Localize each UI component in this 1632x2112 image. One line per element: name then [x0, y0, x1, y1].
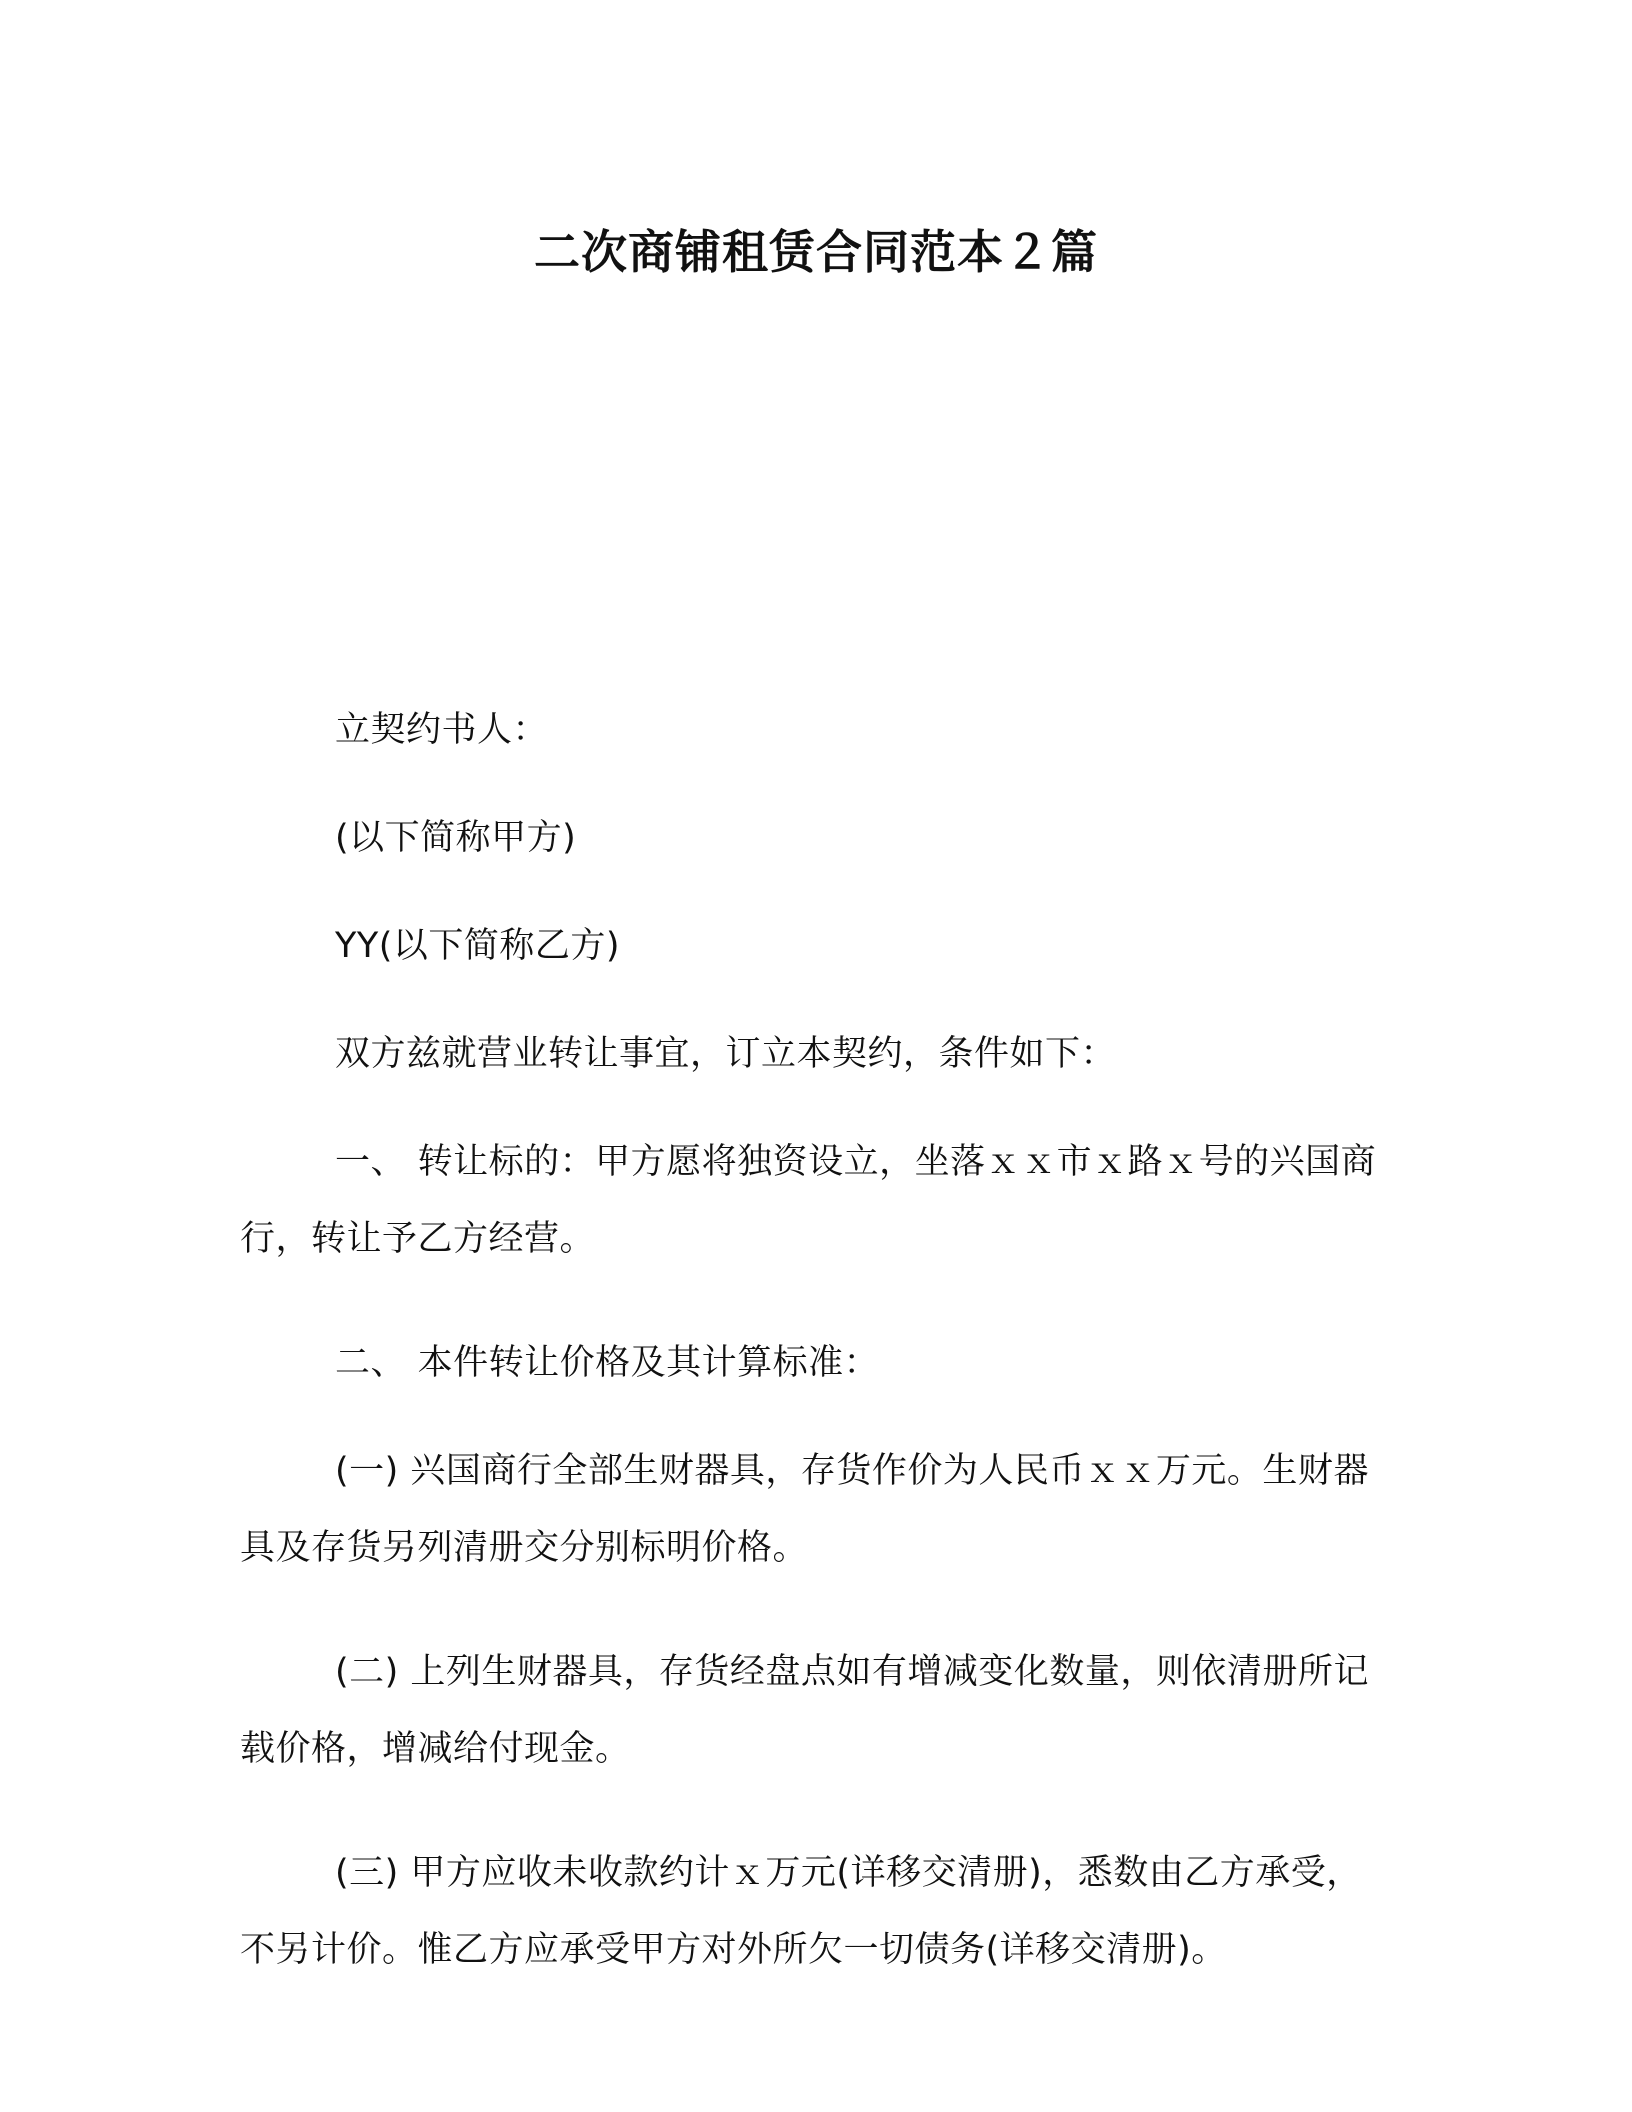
- paragraph-party-a: (以下简称甲方): [335, 818, 577, 858]
- document-title: 二次商铺租赁合同范本２篇: [534, 225, 1098, 279]
- paragraph-clause-2-item-1: (一) 兴国商行全部生财器具，存货作价为人民币ｘｘ万元。生财器具及存货另列清册交分别标明价格。: [240, 1451, 1369, 1568]
- paragraph-clause-2: 二、 本件转让价格及其计算标准：: [335, 1343, 880, 1383]
- document-body: [240, 692, 1392, 2036]
- paragraph-clause-2-item-2: (二) 上列生财器具，存货经盘点如有增减变化数量，则依清册所记载价格，增减给付现金。: [240, 1652, 1369, 1769]
- paragraph-party-b: YY(以下简称乙方): [335, 926, 621, 966]
- paragraph-clause-1: 一、 转让标的：甲方愿将独资设立，坐落ｘｘ市ｘ路ｘ号的兴国商行，转让予乙方经营。: [240, 1142, 1377, 1259]
- paragraph-parties-intro: 立契约书人：: [335, 710, 549, 750]
- paragraph-agreement-intro: 双方兹就营业转让事宜，订立本契约，条件如下：: [335, 1034, 1117, 1074]
- paragraph-clause-2-item-3: (三) 甲方应收未收款约计ｘ万元(详移交清册)，悉数由乙方承受，不另计价。惟乙方应承受甲方对外所欠一切债务(详移交清册)。: [240, 1853, 1362, 1970]
